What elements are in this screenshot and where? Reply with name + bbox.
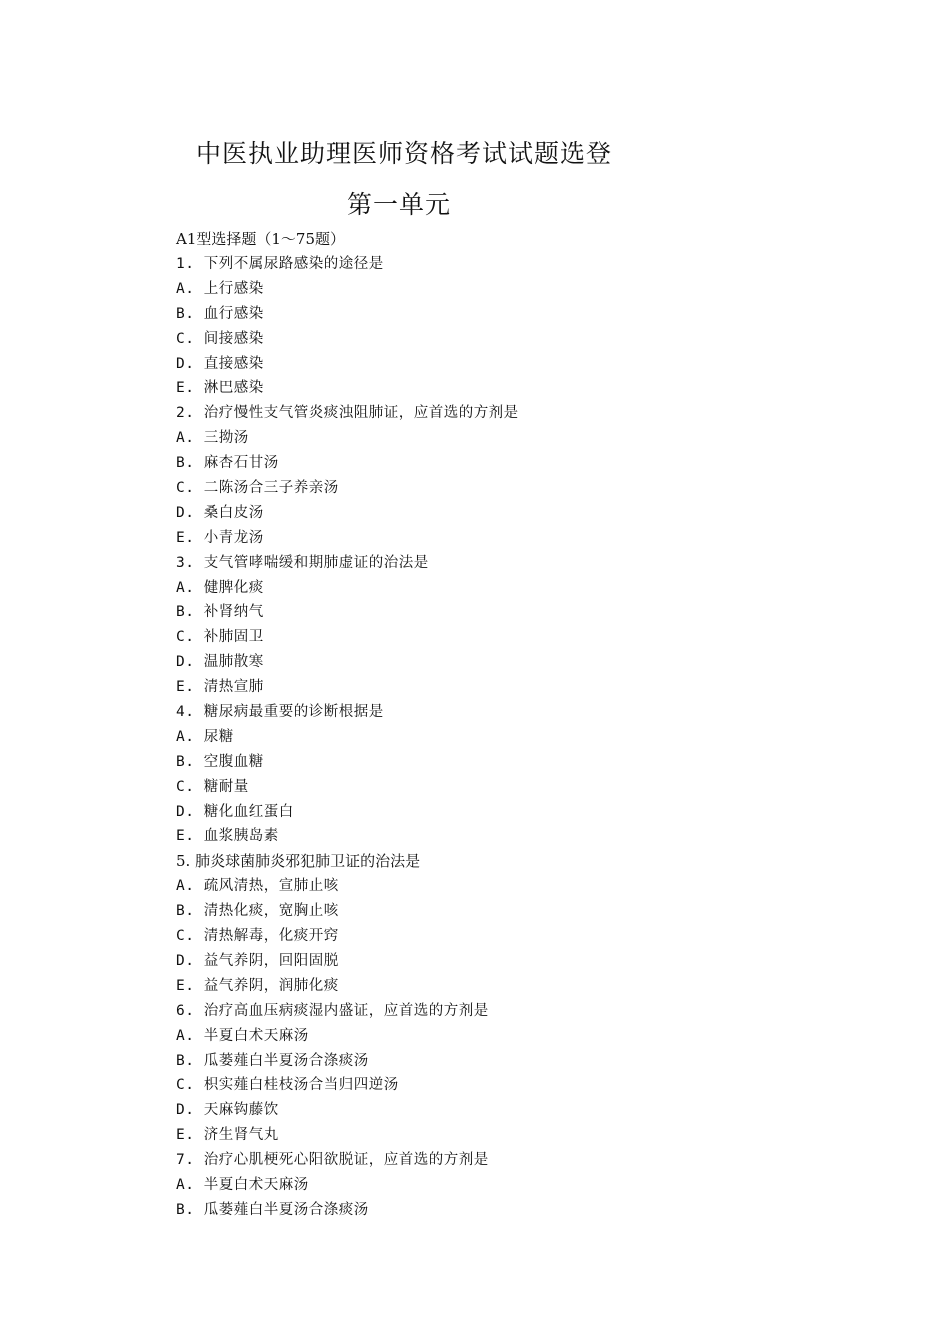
answer-option: A. 半夏白术天麻汤 (176, 1027, 309, 1044)
answer-option: E. 清热宣肺 (176, 679, 264, 696)
question-list (176, 252, 876, 1223)
answer-option: B. 清热化痰，宽胸止咳 (176, 903, 339, 920)
answer-option: E. 淋巴感染 (176, 380, 264, 397)
document-title: 中医执业助理医师资格考试试题选登 (196, 139, 613, 168)
question-stem: 7. 治疗心肌梗死心阳欲脱证，应首选的方剂是 (176, 1152, 489, 1169)
section-heading: A1型选择题（1～75题） (176, 230, 346, 248)
answer-option: B. 空腹血糖 (176, 753, 264, 770)
question-stem: 4. 糖尿病最重要的诊断根据是 (176, 704, 384, 721)
answer-option: B. 瓜蒌薤白半夏汤合涤痰汤 (176, 1052, 369, 1069)
question-stem: 6. 治疗高血压病痰湿内盛证，应首选的方剂是 (176, 1002, 489, 1019)
answer-option: C. 补肺固卫 (176, 629, 264, 646)
question-stem: 2. 治疗慢性支气管炎痰浊阻肺证，应首选的方剂是 (176, 405, 519, 422)
answer-option: D. 天麻钩藤饮 (176, 1102, 279, 1119)
answer-option: A. 半夏白术天麻汤 (176, 1176, 309, 1193)
answer-option: A. 上行感染 (176, 280, 264, 297)
answer-option: A. 三拗汤 (176, 430, 249, 447)
question-stem: 1. 下列不属尿路感染的途径是 (176, 256, 384, 272)
answer-option: D. 桑白皮汤 (176, 504, 264, 521)
answer-option: E. 济生肾气丸 (176, 1127, 279, 1144)
question-stem: 5. 肺炎球菌肺炎邪犯肺卫证的治法是 (176, 852, 421, 871)
question-stem: 3. 支气管哮喘缓和期肺虚证的治法是 (176, 554, 429, 571)
answer-option: C. 二陈汤合三子养亲汤 (176, 480, 339, 497)
answer-option: D. 直接感染 (176, 355, 264, 372)
answer-option: D. 益气养阴，回阳固脱 (176, 952, 339, 969)
answer-option: A. 疏风清热，宣肺止咳 (176, 878, 339, 895)
answer-option: B. 血行感染 (176, 305, 264, 322)
answer-option: C. 清热解毒，化痰开窍 (176, 928, 339, 945)
answer-option: C. 间接感染 (176, 330, 264, 347)
document-subtitle: 第一单元 (347, 190, 452, 219)
answer-option: D. 温肺散寒 (176, 654, 264, 671)
answer-option: A. 健脾化痰 (176, 579, 264, 596)
answer-option: B. 麻杏石甘汤 (176, 455, 279, 472)
answer-option: A. 尿糖 (176, 728, 234, 745)
answer-option: B. 瓜蒌薤白半夏汤合涤痰汤 (176, 1201, 369, 1218)
answer-option: C. 糖耐量 (176, 778, 249, 795)
answer-option: B. 补肾纳气 (176, 604, 264, 621)
answer-option: C. 枳实薤白桂枝汤合当归四逆汤 (176, 1077, 399, 1094)
answer-option: D. 糖化血红蛋白 (176, 803, 294, 820)
answer-option: E. 小青龙汤 (176, 529, 264, 546)
answer-option: E. 益气养阴，润肺化痰 (176, 977, 339, 994)
answer-option: E. 血浆胰岛素 (176, 828, 279, 845)
